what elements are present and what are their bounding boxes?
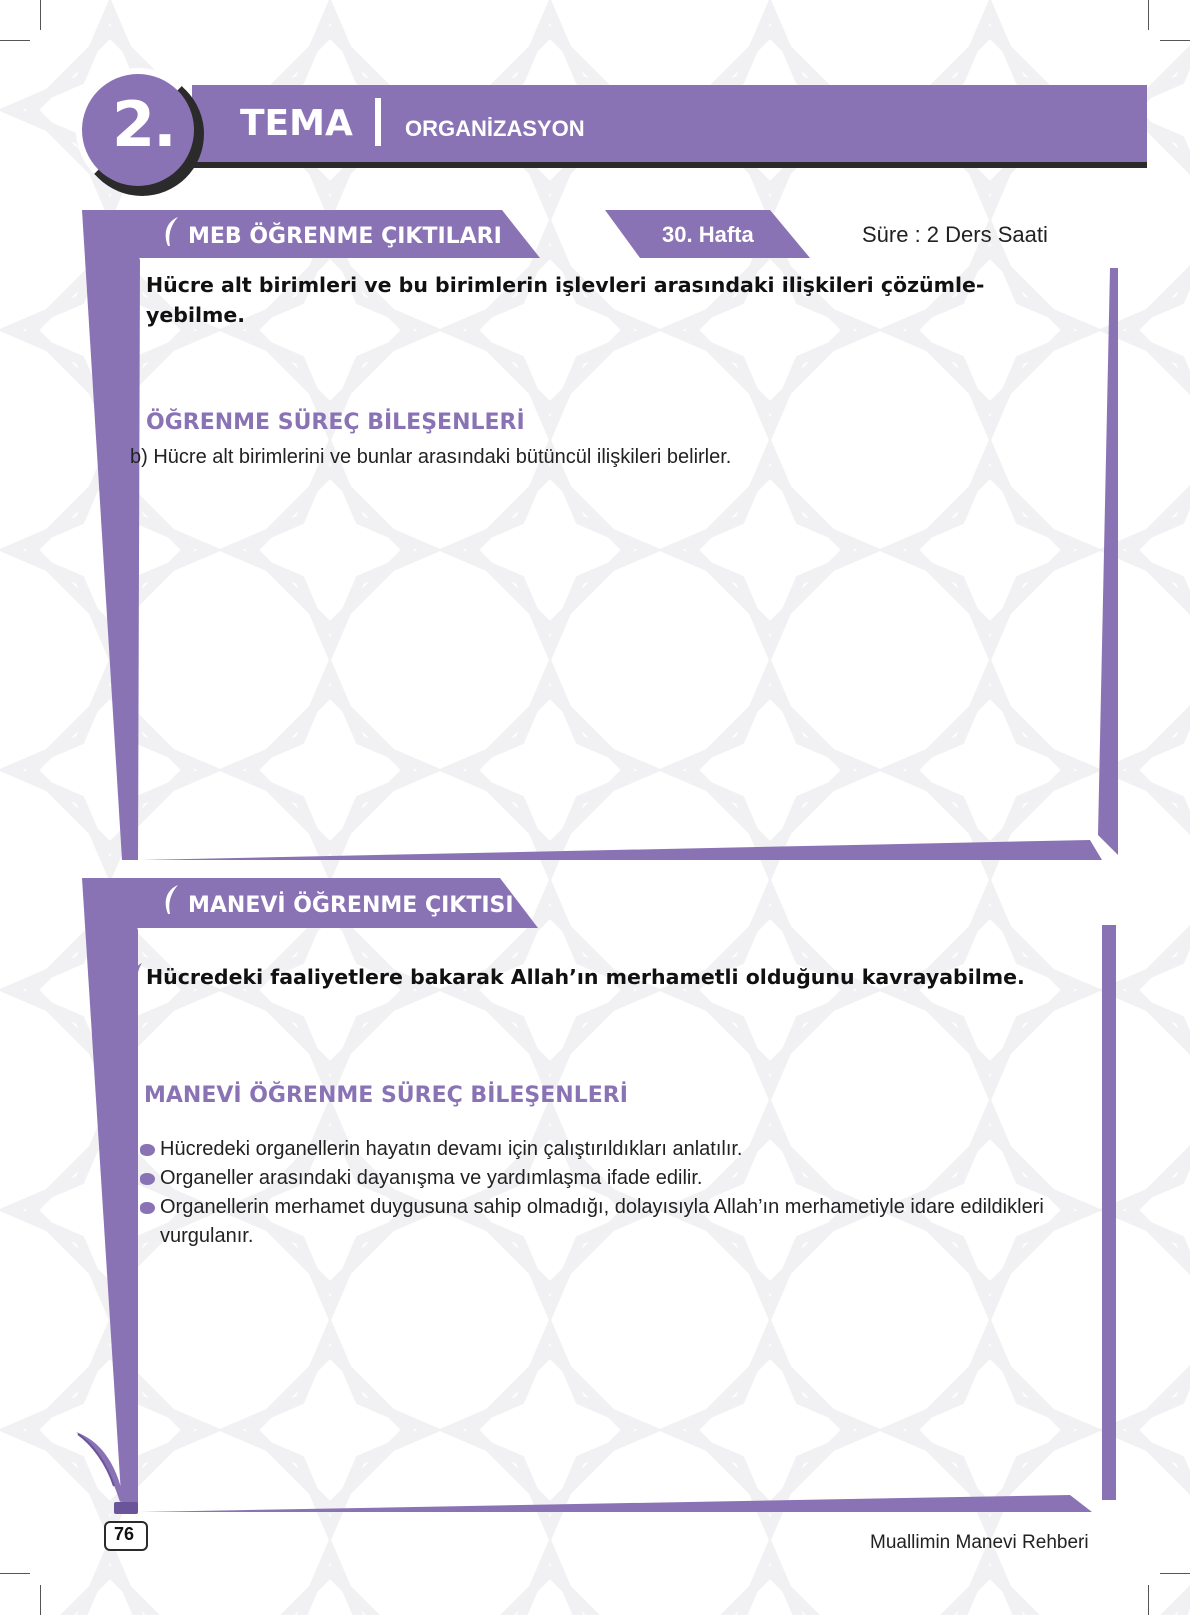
theme-label: TEMA <box>240 103 353 144</box>
list-item: Organellerin merhamet duygusuna sahip olmadığı, dolayısıyla Allah’ın merhametiyle idare edildikleri vurgulanır. <box>140 1193 1060 1251</box>
list-item: Organeller arasındaki dayanışma ve yardımlaşma ifade edilir. <box>140 1164 1060 1193</box>
section1-process-heading: ÖĞRENME SÜREÇ BİLEŞENLERİ <box>146 410 525 435</box>
bullet-icon <box>140 1144 155 1156</box>
book-title: Muallimin Manevi Rehberi <box>870 1532 1089 1553</box>
list-item: Hücredeki organellerin hayatın devamı için çalıştırıldıkları anlatılır. <box>140 1135 1060 1164</box>
feather-icon <box>160 884 182 918</box>
feather-icon <box>132 962 144 984</box>
section2-outcome: Hücredeki faaliyetlere bakarak Allah’ın merhametli olduğunu kavrayabilme. <box>146 965 1025 989</box>
week-label: 30. Hafta <box>662 222 754 247</box>
section1-process-item: b) Hücre alt birimlerini ve bunlar arasındaki bütüncül ilişkileri belirler. <box>130 446 732 468</box>
bullet-icon <box>140 1173 155 1185</box>
section2-tab-title: MANEVİ ÖĞRENME ÇIKTISI <box>188 893 514 918</box>
bullet-icon <box>140 1202 155 1214</box>
section2-bullet-list <box>140 1135 1060 1251</box>
section2-process-heading: MANEVİ ÖĞRENME SÜREÇ BİLEŞENLERİ <box>144 1083 628 1108</box>
duration-label: Süre : 2 Ders Saati <box>862 222 1048 247</box>
section1-tab-title: MEB ÖĞRENME ÇIKTILARI <box>188 224 502 249</box>
theme-number: 2. <box>112 88 175 161</box>
section1-outcome: Hücre alt birimleri ve bu birimlerin işlevleri arasındaki ilişkileri çözümle-yebilme. <box>146 273 985 327</box>
theme-title: ORGANİZASYON <box>405 116 585 141</box>
page-number: 76 <box>114 1524 135 1544</box>
quill-inkwell-icon <box>68 1430 148 1520</box>
